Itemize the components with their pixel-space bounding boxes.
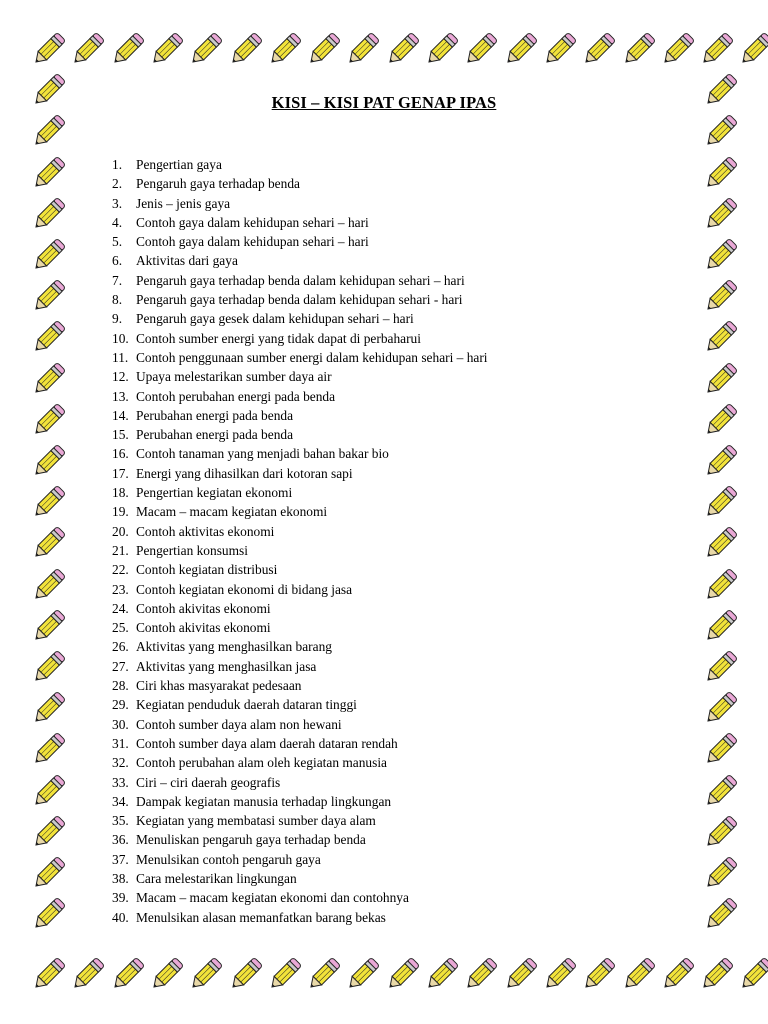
item-number: 8. (112, 292, 123, 308)
pencil-icon (539, 955, 579, 995)
list-item (112, 715, 488, 734)
item-text: Contoh tanaman yang menjadi bahan bakar bio (136, 446, 389, 462)
pencil-icon (264, 955, 304, 995)
pencil-icon (618, 955, 658, 995)
list-item (112, 348, 488, 367)
pencil-icon (67, 955, 107, 995)
pencil-icon (735, 955, 768, 995)
item-number: 23. (112, 581, 129, 597)
item-text: Kegiatan yang membatasi sumber daya alam (136, 813, 376, 829)
item-text: Energi yang dihasilkan dari kotoran sapi (136, 465, 353, 481)
pencil-icon (107, 30, 147, 70)
list-item (112, 811, 488, 830)
pencil-icon (28, 648, 68, 688)
list-item (112, 387, 488, 406)
item-number: 15. (112, 427, 129, 443)
pencil-icon (657, 30, 697, 70)
item-number: 18. (112, 485, 129, 501)
list-item (112, 174, 488, 193)
item-text: Menulsikan alasan memanfatkan barang bekas (136, 909, 386, 925)
list-item (112, 695, 488, 714)
item-text: Contoh sumber daya alam daerah dataran rendah (136, 735, 398, 751)
item-number: 28. (112, 678, 129, 694)
list-item (112, 290, 488, 309)
item-number: 37. (112, 851, 129, 867)
list-item (112, 676, 488, 695)
pencil-icon (460, 955, 500, 995)
item-text: Aktivitas dari gaya (136, 253, 238, 269)
page-title: KISI – KISI PAT GENAP IPAS (271, 93, 497, 112)
item-text: Contoh perubahan energi pada benda (136, 388, 336, 404)
item-text: Contoh penggunaan sumber energi dalam kehidupan sehari – hari (136, 349, 488, 365)
pencil-icon (303, 30, 343, 70)
item-number: 34. (112, 793, 129, 809)
item-number: 13. (112, 388, 129, 404)
pencil-icon (67, 30, 107, 70)
list-item (112, 560, 488, 579)
list-item (112, 232, 488, 251)
item-text: Pengaruh gaya terhadap benda dalam kehidupan sehari – hari (136, 272, 465, 288)
pencil-icon (28, 607, 68, 647)
list-item (112, 155, 488, 174)
list-item (112, 792, 488, 811)
item-number: 40. (112, 909, 129, 925)
item-number: 14. (112, 407, 129, 423)
item-number: 31. (112, 735, 129, 751)
pencil-icon (700, 112, 740, 152)
item-text: Contoh kegiatan ekonomi di bidang jasa (136, 581, 353, 597)
pencil-icon (382, 30, 422, 70)
item-text: Contoh kegiatan distribusi (136, 562, 278, 578)
pencil-icon (28, 895, 68, 935)
item-text: Ciri khas masyarakat pedesaan (136, 678, 302, 694)
pencil-icon (28, 689, 68, 729)
item-text: Macam – macam kegiatan ekonomi (136, 504, 328, 520)
pencil-icon (700, 401, 740, 441)
item-number: 4. (112, 214, 123, 230)
item-number: 20. (112, 523, 129, 539)
list-item (112, 599, 488, 618)
list-item (112, 406, 488, 425)
item-text: Kegiatan penduduk daerah dataran tinggi (136, 697, 357, 713)
list-item (112, 773, 488, 792)
pencil-icon (185, 30, 225, 70)
item-number: 26. (112, 639, 129, 655)
item-number: 25. (112, 620, 129, 636)
item-number: 29. (112, 697, 129, 713)
item-number: 7. (112, 272, 123, 288)
pencil-icon (28, 401, 68, 441)
pencil-icon (700, 689, 740, 729)
item-number: 16. (112, 446, 129, 462)
item-text: Contoh sumber energi yang tidak dapat di perbaharui (136, 330, 421, 346)
item-number: 35. (112, 813, 129, 829)
list-item (112, 464, 488, 483)
item-text: Ciri – ciri daerah geografis (136, 774, 281, 790)
pencil-icon (382, 955, 422, 995)
pencil-icon (107, 955, 147, 995)
item-number: 5. (112, 234, 123, 250)
item-text: Aktivitas yang menghasilkan barang (136, 639, 332, 655)
pencil-icon (28, 195, 68, 235)
pencil-icon (657, 955, 697, 995)
pencil-icon (700, 607, 740, 647)
item-text: Macam – macam kegiatan ekonomi dan contohnya (136, 890, 409, 906)
item-number: 24. (112, 600, 129, 616)
item-text: Perubahan energi pada benda (136, 427, 294, 443)
list-item (112, 734, 488, 753)
list-item (112, 830, 488, 849)
item-number: 27. (112, 658, 129, 674)
list-item (112, 329, 488, 348)
list-item (112, 251, 488, 270)
item-number: 11. (112, 349, 129, 365)
item-text: Pengertian kegiatan ekonomi (136, 485, 293, 501)
item-text: Menulsikan contoh pengaruh gaya (136, 851, 321, 867)
pencil-icon (28, 483, 68, 523)
list-item (112, 213, 488, 232)
pencil-icon (700, 895, 740, 935)
pencil-icon (28, 854, 68, 894)
list-item (112, 309, 488, 328)
item-number: 21. (112, 542, 129, 558)
list-item (112, 483, 488, 502)
list-item (112, 888, 488, 907)
item-number: 1. (112, 157, 123, 172)
item-number: 36. (112, 832, 129, 848)
list-item (112, 618, 488, 637)
pencil-icon (28, 236, 68, 276)
pencil-icon (700, 524, 740, 564)
pencil-icon (28, 30, 68, 70)
list-item (112, 194, 488, 213)
pencil-icon (28, 154, 68, 194)
pencil-icon (28, 524, 68, 564)
list-item (112, 367, 488, 386)
pencil-icon (146, 30, 186, 70)
list-item (112, 657, 488, 676)
item-number: 3. (112, 195, 123, 211)
item-text: Contoh sumber daya alam non hewani (136, 716, 342, 732)
pencil-icon (696, 955, 736, 995)
pencil-icon (28, 112, 68, 152)
pencil-icon (539, 30, 579, 70)
item-text: Menuliskan pengaruh gaya terhadap benda (136, 832, 366, 848)
pencil-icon (28, 442, 68, 482)
list-item (112, 908, 488, 927)
question-list (112, 155, 488, 927)
pencil-icon (421, 955, 461, 995)
item-text: Contoh gaya dalam kehidupan sehari – hari (136, 214, 369, 230)
pencil-icon (28, 360, 68, 400)
pencil-icon (421, 30, 461, 70)
pencil-icon (578, 30, 618, 70)
pencil-icon (28, 772, 68, 812)
item-number: 10. (112, 330, 129, 346)
item-number: 39. (112, 890, 129, 906)
pencil-icon (700, 483, 740, 523)
item-text: Aktivitas yang menghasilkan jasa (136, 658, 317, 674)
pencil-icon (28, 955, 68, 995)
pencil-icon (185, 955, 225, 995)
item-number: 17. (112, 465, 129, 481)
list-item (112, 502, 488, 521)
item-number: 6. (112, 253, 123, 269)
pencil-icon (500, 30, 540, 70)
pencil-icon (700, 154, 740, 194)
item-text: Contoh akivitas ekonomi (136, 600, 271, 616)
pencil-icon (700, 854, 740, 894)
pencil-icon (303, 955, 343, 995)
pencil-icon (264, 30, 304, 70)
list-item (112, 850, 488, 869)
item-number: 38. (112, 870, 129, 886)
pencil-icon (618, 30, 658, 70)
item-text: Pengertian konsumsi (136, 542, 248, 558)
pencil-icon (28, 566, 68, 606)
item-text: Pengertian gaya (136, 157, 222, 172)
item-text: Upaya melestarikan sumber daya air (136, 369, 332, 385)
item-text: Contoh aktivitas ekonomi (136, 523, 275, 539)
item-text: Contoh akivitas ekonomi (136, 620, 271, 636)
item-text: Jenis – jenis gaya (136, 195, 231, 211)
item-number: 22. (112, 562, 129, 578)
list-item (112, 637, 488, 656)
pencil-icon (28, 277, 68, 317)
item-text: Pengaruh gaya terhadap benda dalam kehidupan sehari - hari (136, 292, 463, 308)
pencil-icon (700, 236, 740, 276)
item-text: Dampak kegiatan manusia terhadap lingkungan (136, 793, 392, 809)
item-number: 2. (112, 176, 123, 192)
pencil-icon (700, 772, 740, 812)
pencil-icon (735, 30, 768, 70)
item-number: 32. (112, 755, 129, 771)
pencil-icon (225, 30, 265, 70)
pencil-icon (28, 813, 68, 853)
item-text: Contoh perubahan alam oleh kegiatan manusia (136, 755, 387, 771)
list-item (112, 869, 488, 888)
pencil-icon (700, 277, 740, 317)
pencil-icon (146, 955, 186, 995)
pencil-icon (700, 730, 740, 770)
item-number: 33. (112, 774, 129, 790)
pencil-icon (700, 813, 740, 853)
pencil-icon (700, 195, 740, 235)
pencil-icon (700, 648, 740, 688)
list-item (112, 580, 488, 599)
pencil-icon (500, 955, 540, 995)
list-item (112, 522, 488, 541)
list-item (112, 444, 488, 463)
pencil-icon (225, 955, 265, 995)
item-text: Pengaruh gaya terhadap benda (136, 176, 300, 192)
pencil-icon (700, 318, 740, 358)
pencil-icon (700, 360, 740, 400)
list-item (112, 271, 488, 290)
list-item (112, 541, 488, 560)
list-item (112, 425, 488, 444)
item-number: 9. (112, 311, 123, 327)
pencil-icon (700, 566, 740, 606)
pencil-icon (578, 955, 618, 995)
item-number: 30. (112, 716, 129, 732)
item-text: Contoh gaya dalam kehidupan sehari – hari (136, 234, 369, 250)
pencil-icon (460, 30, 500, 70)
item-number: 19. (112, 504, 129, 520)
pencil-icon (696, 30, 736, 70)
pencil-icon (28, 730, 68, 770)
pencil-icon (342, 30, 382, 70)
pencil-icon (700, 442, 740, 482)
list-item (112, 753, 488, 772)
item-text: Pengaruh gaya gesek dalam kehidupan sehari – hari (136, 311, 414, 327)
item-text: Perubahan energi pada benda (136, 407, 294, 423)
pencil-icon (28, 318, 68, 358)
item-number: 12. (112, 369, 129, 385)
item-text: Cara melestarikan lingkungan (136, 870, 297, 886)
pencil-icon (342, 955, 382, 995)
